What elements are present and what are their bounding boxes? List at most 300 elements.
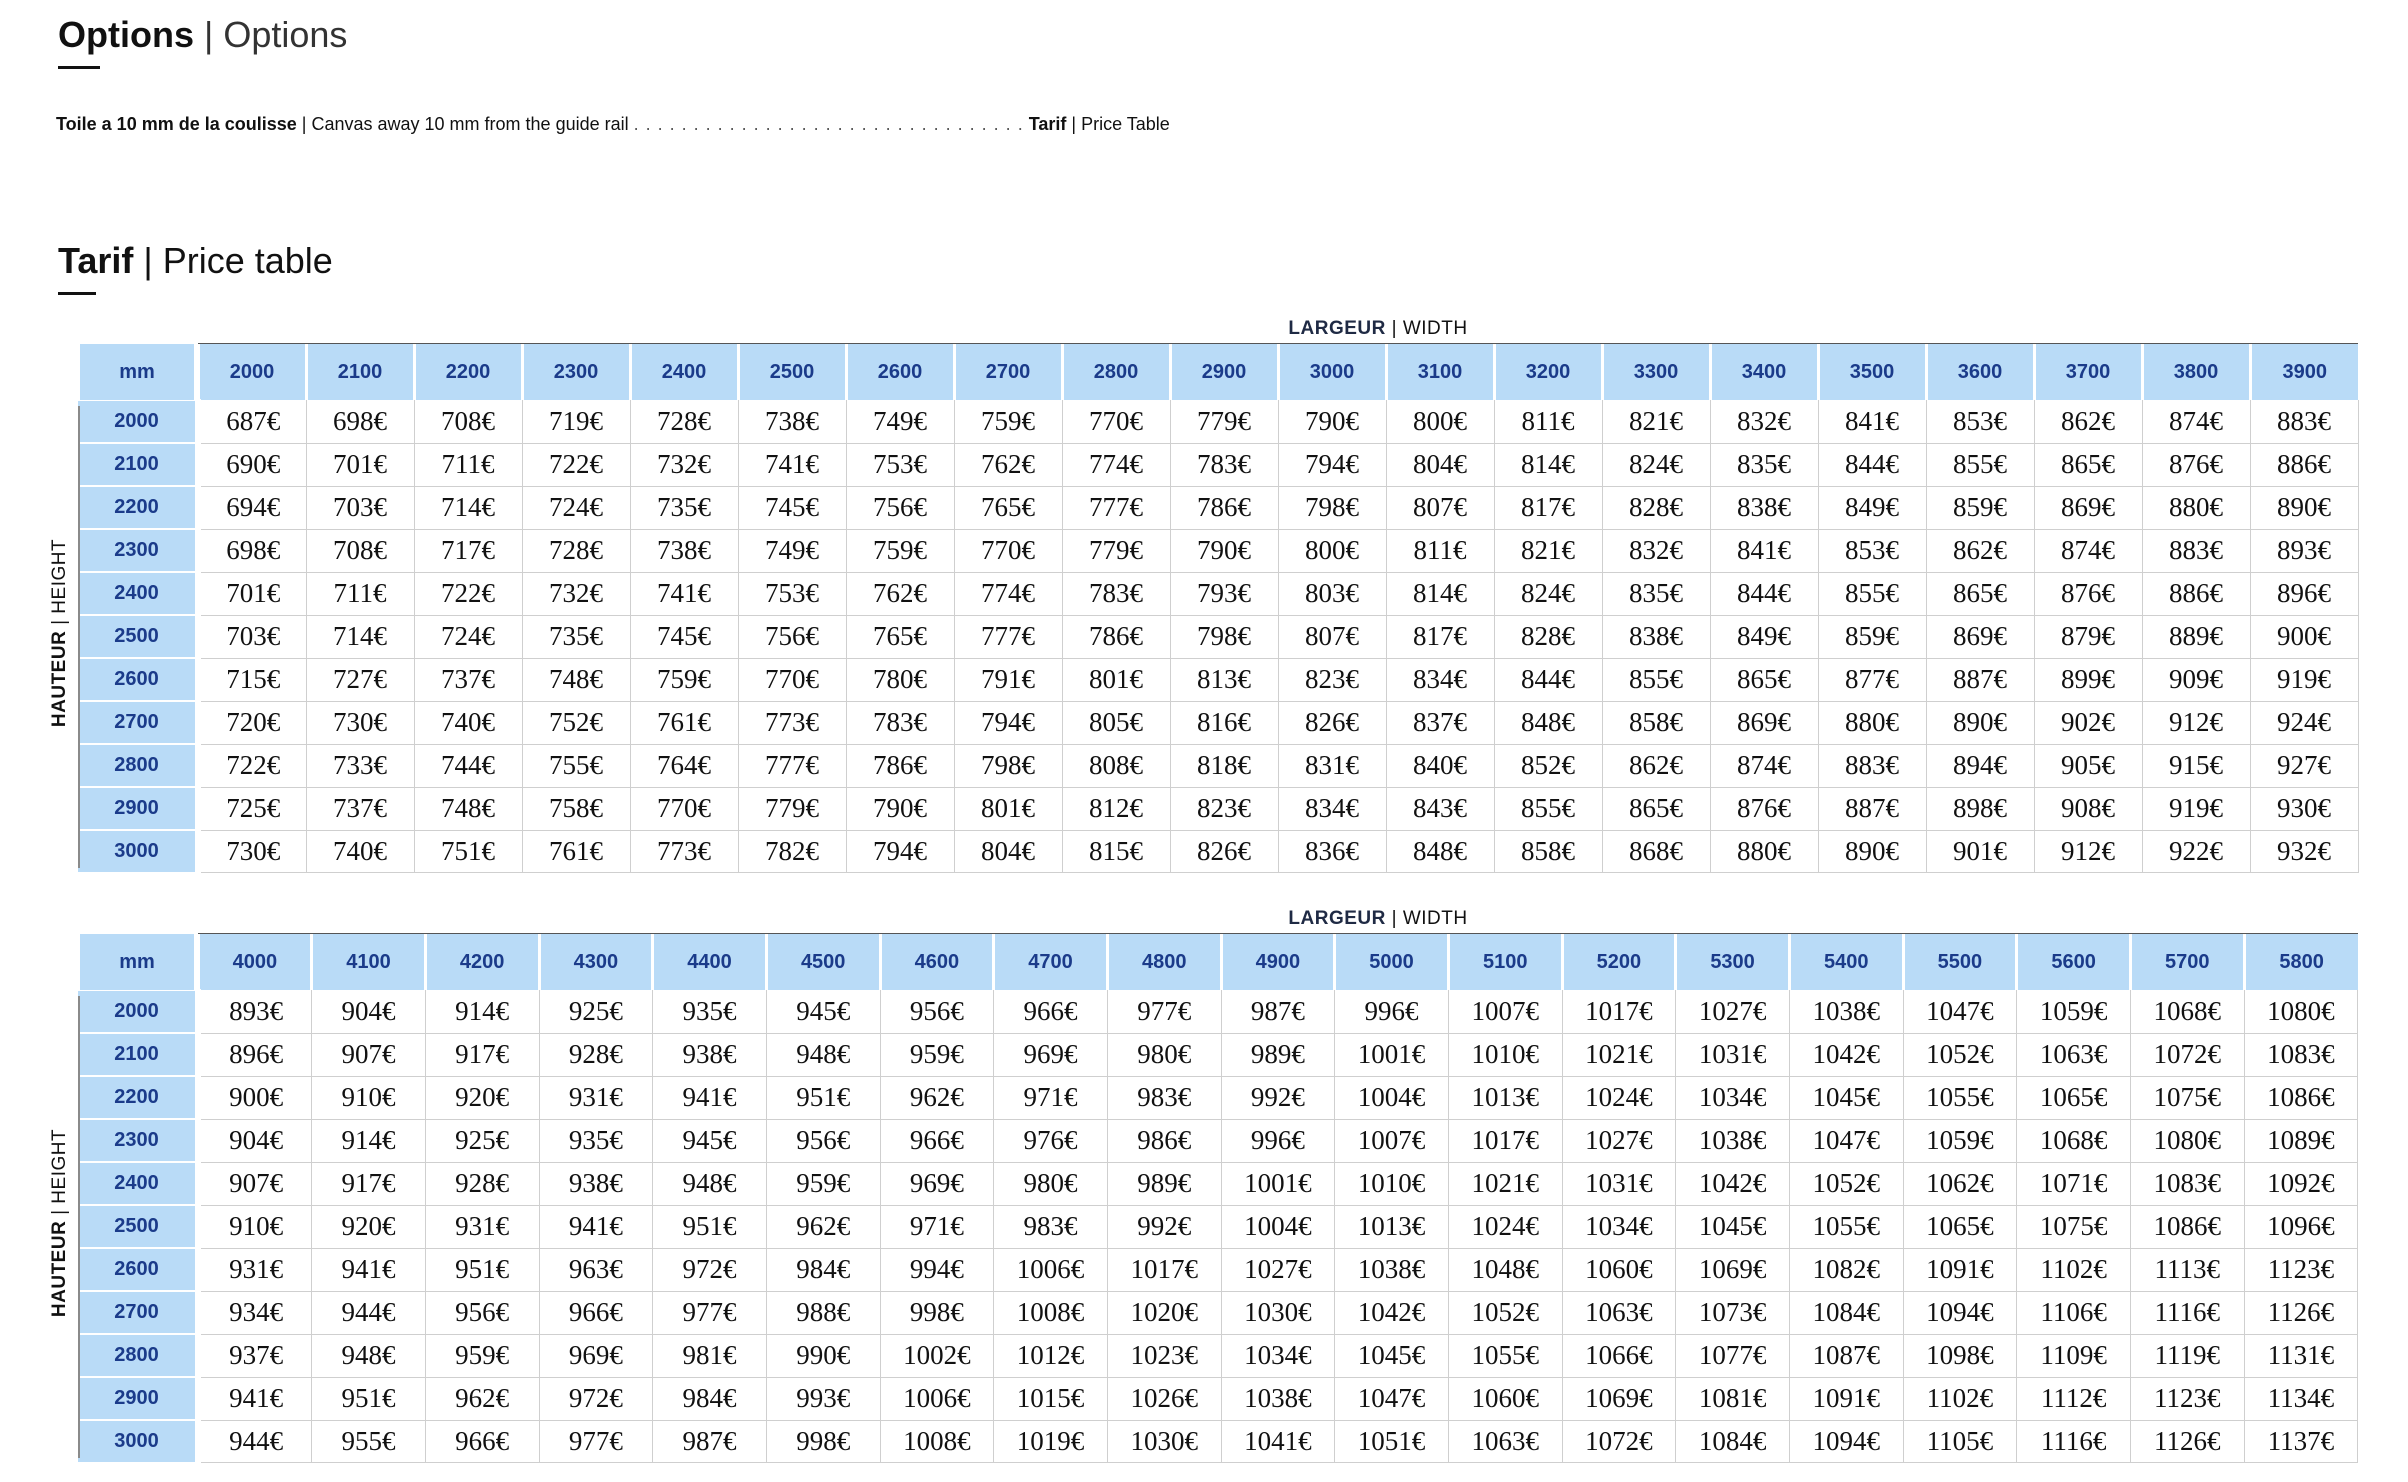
price-cell: 1052€ bbox=[1448, 1291, 1562, 1334]
price-cell: 1038€ bbox=[1221, 1377, 1335, 1420]
price-cell: 756€ bbox=[738, 615, 846, 658]
price-cell: 962€ bbox=[425, 1377, 539, 1420]
price-cell: 1109€ bbox=[2017, 1334, 2131, 1377]
price-cell: 756€ bbox=[846, 486, 954, 529]
hauteur-label bbox=[48, 990, 72, 1455]
price-cell: 826€ bbox=[1170, 830, 1278, 872]
price-cell: 1038€ bbox=[1676, 1119, 1790, 1162]
price-cell: 990€ bbox=[766, 1334, 880, 1377]
price-cell: 902€ bbox=[2034, 701, 2142, 744]
price-cell: 732€ bbox=[630, 443, 738, 486]
price-cell: 1060€ bbox=[1448, 1377, 1562, 1420]
price-cell: 1072€ bbox=[1562, 1420, 1676, 1462]
price-cell: 944€ bbox=[198, 1420, 312, 1462]
price-cell: 969€ bbox=[994, 1033, 1108, 1076]
width-header-3900: 3900 bbox=[2250, 344, 2358, 400]
price-cell: 1089€ bbox=[2244, 1119, 2358, 1162]
price-cell: 786€ bbox=[1170, 486, 1278, 529]
hauteur-label-bold: HAUTEUR bbox=[49, 1220, 71, 1317]
option-ref-rest: | Price Table bbox=[1071, 114, 1170, 134]
price-cell: 801€ bbox=[1062, 658, 1170, 701]
price-cell: 938€ bbox=[539, 1162, 653, 1205]
price-cell: 989€ bbox=[1107, 1162, 1221, 1205]
price-cell: 738€ bbox=[738, 400, 846, 443]
price-cell: 887€ bbox=[1818, 787, 1926, 830]
width-header-4000: 4000 bbox=[198, 934, 312, 990]
price-cell: 899€ bbox=[2034, 658, 2142, 701]
height-label: | HEIGHT bbox=[49, 538, 71, 625]
price-cell: 862€ bbox=[2034, 400, 2142, 443]
price-cell: 1017€ bbox=[1107, 1248, 1221, 1291]
price-cell: 900€ bbox=[2250, 615, 2358, 658]
price-cell: 977€ bbox=[539, 1420, 653, 1462]
price-cell: 730€ bbox=[306, 701, 414, 744]
price-cell: 753€ bbox=[738, 572, 846, 615]
page-title bbox=[58, 14, 347, 56]
price-cell: 837€ bbox=[1386, 701, 1494, 744]
price-cell: 920€ bbox=[312, 1205, 426, 1248]
price-cell: 1063€ bbox=[1562, 1291, 1676, 1334]
price-cell: 931€ bbox=[198, 1248, 312, 1291]
price-cell: 708€ bbox=[414, 400, 522, 443]
price-cell: 996€ bbox=[1335, 990, 1449, 1033]
width-header-2000: 2000 bbox=[198, 344, 306, 400]
price-cell: 745€ bbox=[738, 486, 846, 529]
price-cell: 761€ bbox=[522, 830, 630, 872]
price-cell: 1068€ bbox=[2130, 990, 2244, 1033]
price-cell: 751€ bbox=[414, 830, 522, 872]
price-cell: 992€ bbox=[1107, 1205, 1221, 1248]
price-cell: 920€ bbox=[425, 1076, 539, 1119]
height-header-2900: 2900 bbox=[78, 1377, 198, 1420]
mm-corner-cell: mm bbox=[80, 934, 194, 990]
price-cell: 890€ bbox=[1818, 830, 1926, 872]
price-cell: 1007€ bbox=[1335, 1119, 1449, 1162]
price-cell: 1112€ bbox=[2017, 1377, 2131, 1420]
price-cell: 865€ bbox=[1710, 658, 1818, 701]
price-cell: 986€ bbox=[1107, 1119, 1221, 1162]
price-cell: 1068€ bbox=[2017, 1119, 2131, 1162]
table-row bbox=[78, 1076, 2358, 1119]
price-cell: 711€ bbox=[414, 443, 522, 486]
price-cell: 807€ bbox=[1278, 615, 1386, 658]
price-cell: 948€ bbox=[653, 1162, 767, 1205]
price-cell: 733€ bbox=[306, 744, 414, 787]
price-cell: 1042€ bbox=[1789, 1033, 1903, 1076]
price-cell: 966€ bbox=[539, 1291, 653, 1334]
price-cell: 722€ bbox=[414, 572, 522, 615]
price-cell: 951€ bbox=[766, 1076, 880, 1119]
price-cell: 1017€ bbox=[1448, 1119, 1562, 1162]
price-cell: 701€ bbox=[306, 443, 414, 486]
price-cell: 886€ bbox=[2142, 572, 2250, 615]
price-cell: 773€ bbox=[738, 701, 846, 744]
price-cell: 944€ bbox=[312, 1291, 426, 1334]
price-cell: 904€ bbox=[312, 990, 426, 1033]
price-cell: 773€ bbox=[630, 830, 738, 872]
price-cell: 951€ bbox=[425, 1248, 539, 1291]
price-cell: 948€ bbox=[312, 1334, 426, 1377]
width-header-5500: 5500 bbox=[1903, 934, 2017, 990]
width-header-2400: 2400 bbox=[630, 344, 738, 400]
price-cell: 783€ bbox=[1062, 572, 1170, 615]
price-cell: 994€ bbox=[880, 1248, 994, 1291]
price-cell: 779€ bbox=[1062, 529, 1170, 572]
width-header-5000: 5000 bbox=[1335, 934, 1449, 990]
price-cell: 907€ bbox=[312, 1033, 426, 1076]
height-header-2100: 2100 bbox=[78, 1033, 198, 1076]
price-cell: 790€ bbox=[1170, 529, 1278, 572]
price-cell: 983€ bbox=[994, 1205, 1108, 1248]
price-cell: 889€ bbox=[2142, 615, 2250, 658]
price-cell: 1123€ bbox=[2244, 1248, 2358, 1291]
price-cell: 794€ bbox=[954, 701, 1062, 744]
price-cell: 1045€ bbox=[1789, 1076, 1903, 1119]
price-cell: 1010€ bbox=[1448, 1033, 1562, 1076]
width-header-4400: 4400 bbox=[653, 934, 767, 990]
price-cell: 783€ bbox=[1170, 443, 1278, 486]
price-cell: 1023€ bbox=[1107, 1334, 1221, 1377]
price-cell: 817€ bbox=[1386, 615, 1494, 658]
price-cell: 924€ bbox=[2250, 701, 2358, 744]
price-cell: 838€ bbox=[1710, 486, 1818, 529]
price-cell: 758€ bbox=[522, 787, 630, 830]
price-cell: 1047€ bbox=[1335, 1377, 1449, 1420]
price-cell: 770€ bbox=[1062, 400, 1170, 443]
table-row bbox=[78, 1119, 2358, 1162]
price-cell: 862€ bbox=[1926, 529, 2034, 572]
price-cell: 977€ bbox=[1107, 990, 1221, 1033]
price-cell: 1131€ bbox=[2244, 1334, 2358, 1377]
price-cell: 938€ bbox=[653, 1033, 767, 1076]
price-cell: 971€ bbox=[880, 1205, 994, 1248]
price-cell: 817€ bbox=[1494, 486, 1602, 529]
option-label-en: | Canvas away 10 mm from the guide rail bbox=[301, 114, 629, 134]
height-header-2800: 2800 bbox=[78, 744, 198, 787]
price-cell: 976€ bbox=[994, 1119, 1108, 1162]
price-cell: 980€ bbox=[994, 1162, 1108, 1205]
price-cell: 714€ bbox=[306, 615, 414, 658]
table-row bbox=[78, 830, 2358, 872]
price-cell: 774€ bbox=[1062, 443, 1170, 486]
price-cell: 753€ bbox=[846, 443, 954, 486]
price-cell: 853€ bbox=[1926, 400, 2034, 443]
price-cell: 749€ bbox=[846, 400, 954, 443]
price-cell: 1027€ bbox=[1221, 1248, 1335, 1291]
price-cell: 1030€ bbox=[1221, 1291, 1335, 1334]
price-cell: 1055€ bbox=[1903, 1076, 2017, 1119]
price-cell: 951€ bbox=[312, 1377, 426, 1420]
price-cell: 890€ bbox=[2250, 486, 2358, 529]
price-cell: 748€ bbox=[414, 787, 522, 830]
price-cell: 720€ bbox=[198, 701, 306, 744]
width-header-2100: 2100 bbox=[306, 344, 414, 400]
price-cell: 1060€ bbox=[1562, 1248, 1676, 1291]
price-cell: 858€ bbox=[1494, 830, 1602, 872]
width-header-2200: 2200 bbox=[414, 344, 522, 400]
price-cell: 1030€ bbox=[1107, 1420, 1221, 1462]
price-cell: 1001€ bbox=[1221, 1162, 1335, 1205]
price-cell: 1113€ bbox=[2130, 1248, 2244, 1291]
price-cell: 963€ bbox=[539, 1248, 653, 1291]
price-cell: 732€ bbox=[522, 572, 630, 615]
price-cell: 841€ bbox=[1818, 400, 1926, 443]
price-cell: 1047€ bbox=[1789, 1119, 1903, 1162]
price-cell: 874€ bbox=[2142, 400, 2250, 443]
price-cell: 855€ bbox=[1926, 443, 2034, 486]
width-header-5300: 5300 bbox=[1676, 934, 1790, 990]
price-cell: 1075€ bbox=[2017, 1205, 2131, 1248]
price-cell: 908€ bbox=[2034, 787, 2142, 830]
table-row bbox=[78, 529, 2358, 572]
price-cell: 951€ bbox=[653, 1205, 767, 1248]
mm-corner-cell: mm bbox=[80, 344, 194, 400]
price-cell: 987€ bbox=[653, 1420, 767, 1462]
price-cell: 1055€ bbox=[1448, 1334, 1562, 1377]
price-cell: 1092€ bbox=[2244, 1162, 2358, 1205]
price-cell: 1084€ bbox=[1676, 1420, 1790, 1462]
price-cell: 1026€ bbox=[1107, 1377, 1221, 1420]
height-header-2000: 2000 bbox=[78, 990, 198, 1033]
price-cell: 1001€ bbox=[1335, 1033, 1449, 1076]
price-cell: 928€ bbox=[539, 1033, 653, 1076]
price-cell: 1084€ bbox=[1789, 1291, 1903, 1334]
table-row bbox=[78, 787, 2358, 830]
price-cell: 813€ bbox=[1170, 658, 1278, 701]
price-cell: 877€ bbox=[1818, 658, 1926, 701]
price-cell: 880€ bbox=[2142, 486, 2250, 529]
price-cell: 831€ bbox=[1278, 744, 1386, 787]
price-cell: 1034€ bbox=[1221, 1334, 1335, 1377]
hauteur-label-bold: HAUTEUR bbox=[49, 630, 71, 727]
price-cell: 821€ bbox=[1494, 529, 1602, 572]
height-header-2900: 2900 bbox=[78, 787, 198, 830]
left-rule bbox=[78, 996, 80, 1458]
price-cell: 821€ bbox=[1602, 400, 1710, 443]
price-cell: 737€ bbox=[414, 658, 522, 701]
width-header-4700: 4700 bbox=[994, 934, 1108, 990]
price-cell: 907€ bbox=[198, 1162, 312, 1205]
height-header-2300: 2300 bbox=[78, 529, 198, 572]
price-cell: 998€ bbox=[880, 1291, 994, 1334]
price-cell: 835€ bbox=[1602, 572, 1710, 615]
price-cell: 828€ bbox=[1602, 486, 1710, 529]
price-cell: 905€ bbox=[2034, 744, 2142, 787]
price-cell: 984€ bbox=[653, 1377, 767, 1420]
price-cell: 818€ bbox=[1170, 744, 1278, 787]
height-header-2600: 2600 bbox=[78, 658, 198, 701]
price-cell: 1052€ bbox=[1789, 1162, 1903, 1205]
price-cell: 801€ bbox=[954, 787, 1062, 830]
price-cell: 1126€ bbox=[2244, 1291, 2358, 1334]
price-cell: 848€ bbox=[1494, 701, 1602, 744]
width-header-2800: 2800 bbox=[1062, 344, 1170, 400]
section-title-rest: | Price table bbox=[143, 240, 333, 281]
price-cell: 883€ bbox=[2250, 400, 2358, 443]
price-cell: 836€ bbox=[1278, 830, 1386, 872]
price-cell: 1134€ bbox=[2244, 1377, 2358, 1420]
price-cell: 793€ bbox=[1170, 572, 1278, 615]
price-cell: 843€ bbox=[1386, 787, 1494, 830]
height-header-2400: 2400 bbox=[78, 572, 198, 615]
price-cell: 1034€ bbox=[1562, 1205, 1676, 1248]
price-cell: 759€ bbox=[954, 400, 1062, 443]
price-cell: 1052€ bbox=[1903, 1033, 2017, 1076]
price-cell: 1013€ bbox=[1448, 1076, 1562, 1119]
price-cell: 987€ bbox=[1221, 990, 1335, 1033]
price-cell: 1080€ bbox=[2130, 1119, 2244, 1162]
price-cell: 782€ bbox=[738, 830, 846, 872]
section-title-bold: Tarif bbox=[58, 240, 134, 281]
price-cell: 838€ bbox=[1602, 615, 1710, 658]
price-cell: 1126€ bbox=[2130, 1420, 2244, 1462]
price-cell: 896€ bbox=[2250, 572, 2358, 615]
price-cell: 804€ bbox=[954, 830, 1062, 872]
price-cell: 1098€ bbox=[1903, 1334, 2017, 1377]
price-cell: 745€ bbox=[630, 615, 738, 658]
price-cell: 980€ bbox=[1107, 1033, 1221, 1076]
price-cell: 919€ bbox=[2250, 658, 2358, 701]
price-cell: 1006€ bbox=[994, 1248, 1108, 1291]
price-cell: 1004€ bbox=[1335, 1076, 1449, 1119]
table-row bbox=[78, 1334, 2358, 1377]
price-cell: 922€ bbox=[2142, 830, 2250, 872]
table-row bbox=[78, 1420, 2358, 1462]
price-cell: 765€ bbox=[846, 615, 954, 658]
price-cell: 841€ bbox=[1710, 529, 1818, 572]
price-cell: 876€ bbox=[2142, 443, 2250, 486]
table-row bbox=[78, 1033, 2358, 1076]
table-row bbox=[78, 990, 2358, 1033]
price-cell: 865€ bbox=[1926, 572, 2034, 615]
price-cell: 1048€ bbox=[1448, 1248, 1562, 1291]
price-cell: 945€ bbox=[653, 1119, 767, 1162]
price-cell: 919€ bbox=[2142, 787, 2250, 830]
price-cell: 893€ bbox=[2250, 529, 2358, 572]
page-title-rest: | Options bbox=[204, 14, 348, 55]
price-cell: 764€ bbox=[630, 744, 738, 787]
price-cell: 749€ bbox=[738, 529, 846, 572]
width-header-3800: 3800 bbox=[2142, 344, 2250, 400]
price-cell: 816€ bbox=[1170, 701, 1278, 744]
price-cell: 935€ bbox=[539, 1119, 653, 1162]
price-cell: 798€ bbox=[954, 744, 1062, 787]
price-cell: 765€ bbox=[954, 486, 1062, 529]
price-cell: 934€ bbox=[198, 1291, 312, 1334]
price-cell: 800€ bbox=[1386, 400, 1494, 443]
price-cell: 983€ bbox=[1107, 1076, 1221, 1119]
price-cell: 1069€ bbox=[1676, 1248, 1790, 1291]
price-cell: 904€ bbox=[198, 1119, 312, 1162]
width-header-2900: 2900 bbox=[1170, 344, 1278, 400]
price-cell: 893€ bbox=[198, 990, 312, 1033]
price-cell: 1082€ bbox=[1789, 1248, 1903, 1291]
price-cell: 1083€ bbox=[2130, 1162, 2244, 1205]
table-row bbox=[78, 1162, 2358, 1205]
price-cell: 703€ bbox=[198, 615, 306, 658]
price-cell: 1010€ bbox=[1335, 1162, 1449, 1205]
price-cell: 1081€ bbox=[1676, 1377, 1790, 1420]
price-cell: 730€ bbox=[198, 830, 306, 872]
price-cell: 786€ bbox=[1062, 615, 1170, 658]
height-header-2200: 2200 bbox=[78, 486, 198, 529]
price-cell: 869€ bbox=[1710, 701, 1818, 744]
price-cell: 804€ bbox=[1386, 443, 1494, 486]
price-cell: 937€ bbox=[198, 1334, 312, 1377]
price-cell: 1002€ bbox=[880, 1334, 994, 1377]
table-row bbox=[78, 486, 2358, 529]
price-cell: 1116€ bbox=[2130, 1291, 2244, 1334]
table-row bbox=[78, 1377, 2358, 1420]
price-cell: 874€ bbox=[2034, 529, 2142, 572]
width-header-2600: 2600 bbox=[846, 344, 954, 400]
largeur-label-bold: LARGEUR bbox=[1288, 318, 1386, 339]
price-cell: 1096€ bbox=[2244, 1205, 2358, 1248]
price-cell: 1021€ bbox=[1448, 1162, 1562, 1205]
price-cell: 977€ bbox=[653, 1291, 767, 1334]
table-row bbox=[78, 744, 2358, 787]
price-cell: 948€ bbox=[766, 1033, 880, 1076]
price-cell: 993€ bbox=[766, 1377, 880, 1420]
price-cell: 811€ bbox=[1386, 529, 1494, 572]
price-cell: 969€ bbox=[539, 1334, 653, 1377]
height-header-2700: 2700 bbox=[78, 701, 198, 744]
table-row bbox=[78, 572, 2358, 615]
price-cell: 1038€ bbox=[1335, 1248, 1449, 1291]
price-cell: 711€ bbox=[306, 572, 414, 615]
price-cell: 719€ bbox=[522, 400, 630, 443]
price-cell: 879€ bbox=[2034, 615, 2142, 658]
table-row bbox=[78, 1291, 2358, 1334]
option-ref-bold: Tarif bbox=[1028, 114, 1067, 134]
price-cell: 868€ bbox=[1602, 830, 1710, 872]
price-cell: 1073€ bbox=[1676, 1291, 1790, 1334]
width-header-4100: 4100 bbox=[312, 934, 426, 990]
option-dot-leader: . . . . . . . . . . . . . . . . . . . . . . . . . . . . . . . . . bbox=[633, 114, 1024, 134]
width-header-2700: 2700 bbox=[954, 344, 1062, 400]
price-cell: 1066€ bbox=[1562, 1334, 1676, 1377]
price-cell: 896€ bbox=[198, 1033, 312, 1076]
price-cell: 935€ bbox=[653, 990, 767, 1033]
price-cell: 1137€ bbox=[2244, 1420, 2358, 1462]
table-row bbox=[78, 701, 2358, 744]
price-cell: 887€ bbox=[1926, 658, 2034, 701]
price-cell: 855€ bbox=[1818, 572, 1926, 615]
price-cell: 1119€ bbox=[2130, 1334, 2244, 1377]
price-cell: 824€ bbox=[1602, 443, 1710, 486]
price-cell: 972€ bbox=[653, 1248, 767, 1291]
price-cell: 966€ bbox=[425, 1420, 539, 1462]
price-cell: 915€ bbox=[2142, 744, 2250, 787]
price-cell: 1071€ bbox=[2017, 1162, 2131, 1205]
price-cell: 962€ bbox=[766, 1205, 880, 1248]
price-cell: 840€ bbox=[1386, 744, 1494, 787]
price-cell: 748€ bbox=[522, 658, 630, 701]
price-cell: 1123€ bbox=[2130, 1377, 2244, 1420]
price-cell: 996€ bbox=[1221, 1119, 1335, 1162]
price-cell: 988€ bbox=[766, 1291, 880, 1334]
width-label: | WIDTH bbox=[1391, 908, 1468, 929]
price-cell: 774€ bbox=[954, 572, 1062, 615]
price-cell: 777€ bbox=[738, 744, 846, 787]
price-cell: 740€ bbox=[306, 830, 414, 872]
price-cell: 779€ bbox=[1170, 400, 1278, 443]
price-cell: 791€ bbox=[954, 658, 1062, 701]
price-cell: 886€ bbox=[2250, 443, 2358, 486]
price-cell: 844€ bbox=[1494, 658, 1602, 701]
price-cell: 1012€ bbox=[994, 1334, 1108, 1377]
price-cell: 735€ bbox=[630, 486, 738, 529]
